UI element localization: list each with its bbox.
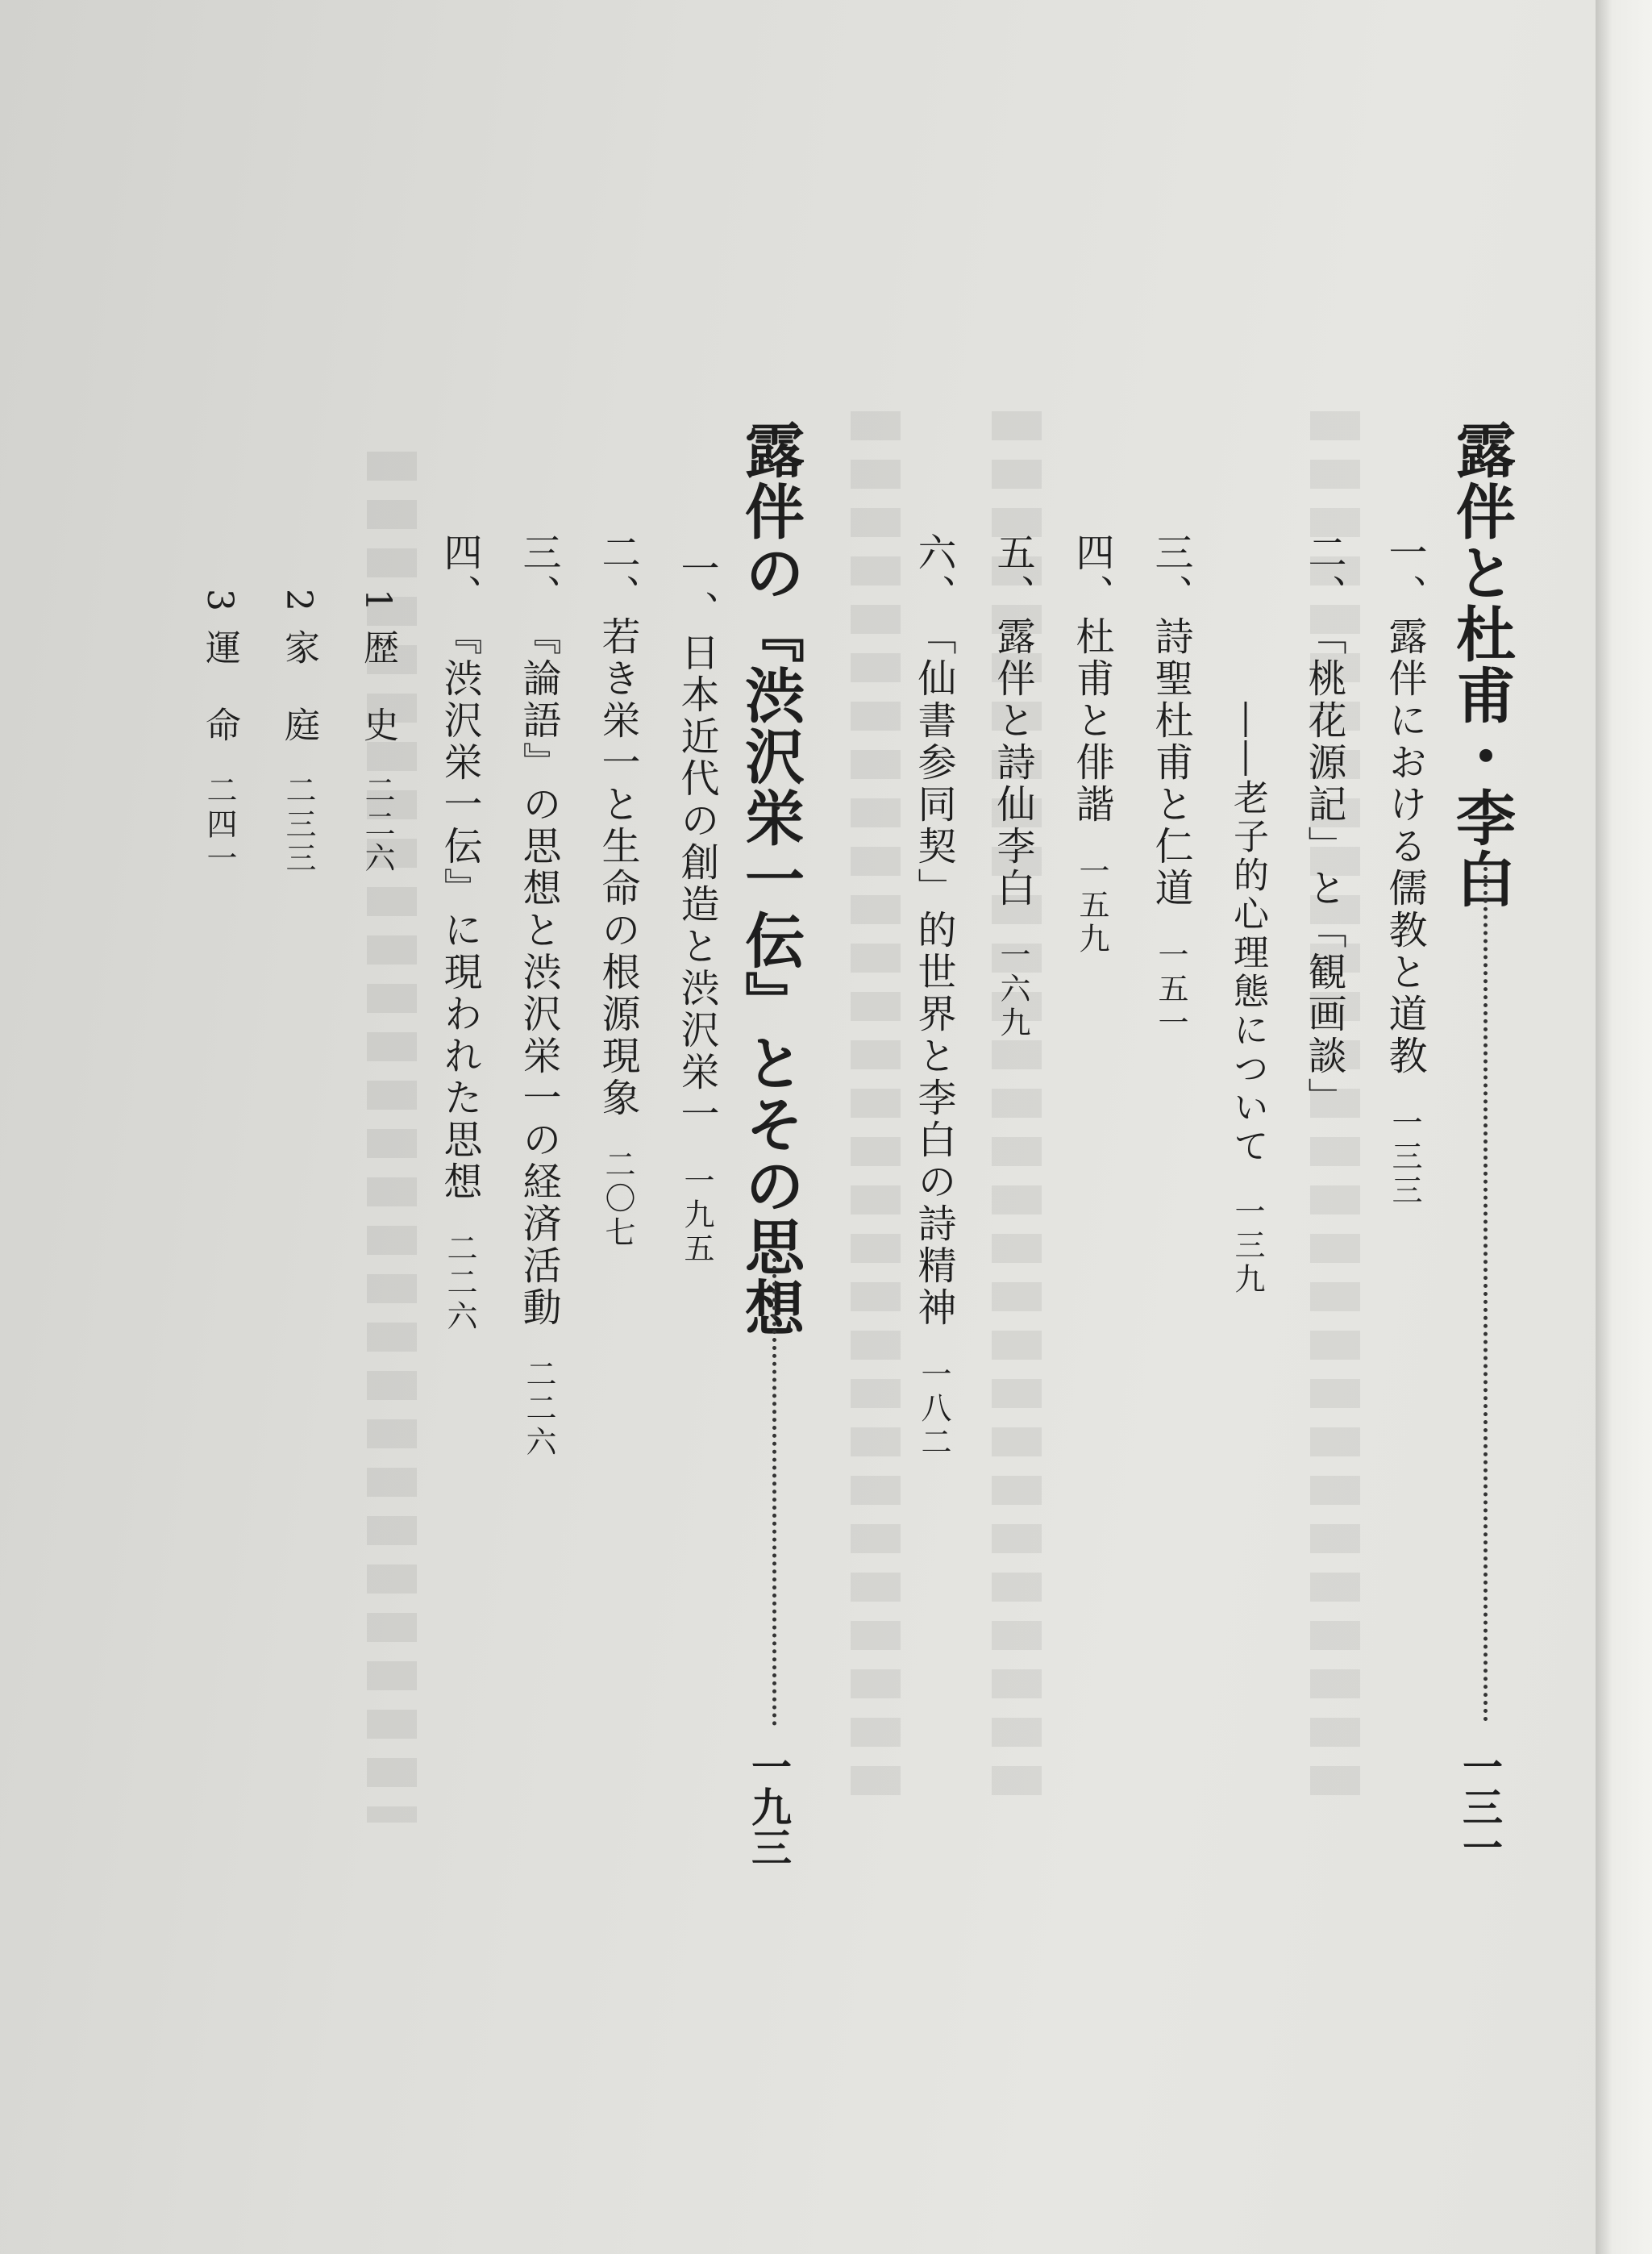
toc-subsection[interactable] (278, 589, 319, 876)
section-page-number: 一三三 (1387, 1106, 1422, 1208)
toc-entry[interactable] (1069, 532, 1114, 956)
section-number: 二、 (1301, 532, 1346, 616)
toc-subsection[interactable] (199, 589, 240, 876)
section-number: 五、 (990, 532, 1035, 616)
show-through-column (851, 411, 901, 1798)
section-title: ――老子的心理態について (1227, 702, 1268, 1166)
section-number: 四、 (1069, 532, 1114, 616)
toc-entry[interactable] (911, 532, 956, 1460)
section-page-number: 二〇七 (600, 1148, 635, 1250)
chapter-title: 露伴の『渋沢栄一伝』とその思想 (735, 419, 805, 1339)
chapter-page-number: 一九三 (745, 1746, 793, 1867)
section-number: 四、 (437, 532, 482, 616)
section-number: 三、 (1148, 532, 1193, 616)
section-title: 「桃花源記」と「観画談」 (1301, 616, 1346, 1119)
toc-entry[interactable] (990, 532, 1035, 1040)
section-title: 露伴と詩仙李白 (990, 616, 1035, 910)
chapter-leader-dots (772, 1258, 776, 1726)
toc-entry[interactable] (1148, 532, 1193, 1040)
subsection-title: 家 庭 (278, 629, 319, 745)
toc-entry[interactable] (595, 532, 640, 1250)
toc-entry[interactable] (1382, 532, 1427, 1208)
section-page-number: 二二六 (521, 1358, 556, 1460)
chapter-page-number: 一三一 (1456, 1746, 1504, 1867)
toc-entry[interactable] (437, 532, 482, 1334)
section-title: 露伴における儒教と道教 (1382, 616, 1427, 1077)
section-page-number: 一三九 (1230, 1195, 1265, 1297)
section-page-number: 一九五 (679, 1164, 714, 1266)
subsection-page-number: 二四一 (202, 774, 237, 876)
toc-entry[interactable] (674, 548, 719, 1266)
section-number: 一、 (674, 548, 719, 632)
toc-subtitle-entry[interactable] (1227, 702, 1268, 1297)
toc-subsection[interactable] (357, 589, 398, 876)
section-number: 三、 (516, 532, 561, 616)
section-title: 詩聖杜甫と仁道 (1148, 616, 1193, 910)
subsection-page-number: 二二六 (360, 774, 395, 876)
section-title: 『論語』の思想と渋沢栄一の経済活動 (516, 616, 561, 1329)
chapter-leader-dots (1483, 867, 1488, 1722)
section-title: 杜甫と俳諧 (1069, 616, 1114, 826)
subsection-title: 運 命 (199, 629, 240, 745)
subsection-number: 1 (357, 589, 398, 615)
subsection-title: 歴 史 (357, 629, 398, 745)
section-title: 「仙書参同契」的世界と李白の詩精神 (911, 616, 956, 1329)
toc-entry[interactable] (516, 532, 561, 1460)
section-page-number: 一五一 (1153, 939, 1188, 1040)
section-page-number: 一六九 (995, 939, 1030, 1040)
section-title: 日本近代の創造と渋沢栄一 (674, 632, 719, 1135)
subsection-number: 3 (199, 589, 240, 615)
toc-entry[interactable] (1301, 532, 1346, 1119)
subsection-page-number: 二三三 (281, 774, 316, 876)
subsection-number: 2 (278, 589, 319, 615)
section-number: 六、 (911, 532, 956, 616)
section-number: 一、 (1382, 532, 1427, 616)
section-page-number: 一五九 (1074, 855, 1109, 956)
section-page-number: 一八二 (916, 1358, 951, 1460)
section-title: 『渋沢栄一伝』に現われた思想 (437, 616, 482, 1203)
section-page-number: 二二六 (442, 1232, 477, 1334)
section-number: 二、 (595, 532, 640, 616)
section-title: 若き栄一と生命の根源現象 (595, 616, 640, 1119)
page-edge (1596, 0, 1652, 2254)
chapter-title: 露伴と杜甫・李白 (1446, 419, 1516, 910)
